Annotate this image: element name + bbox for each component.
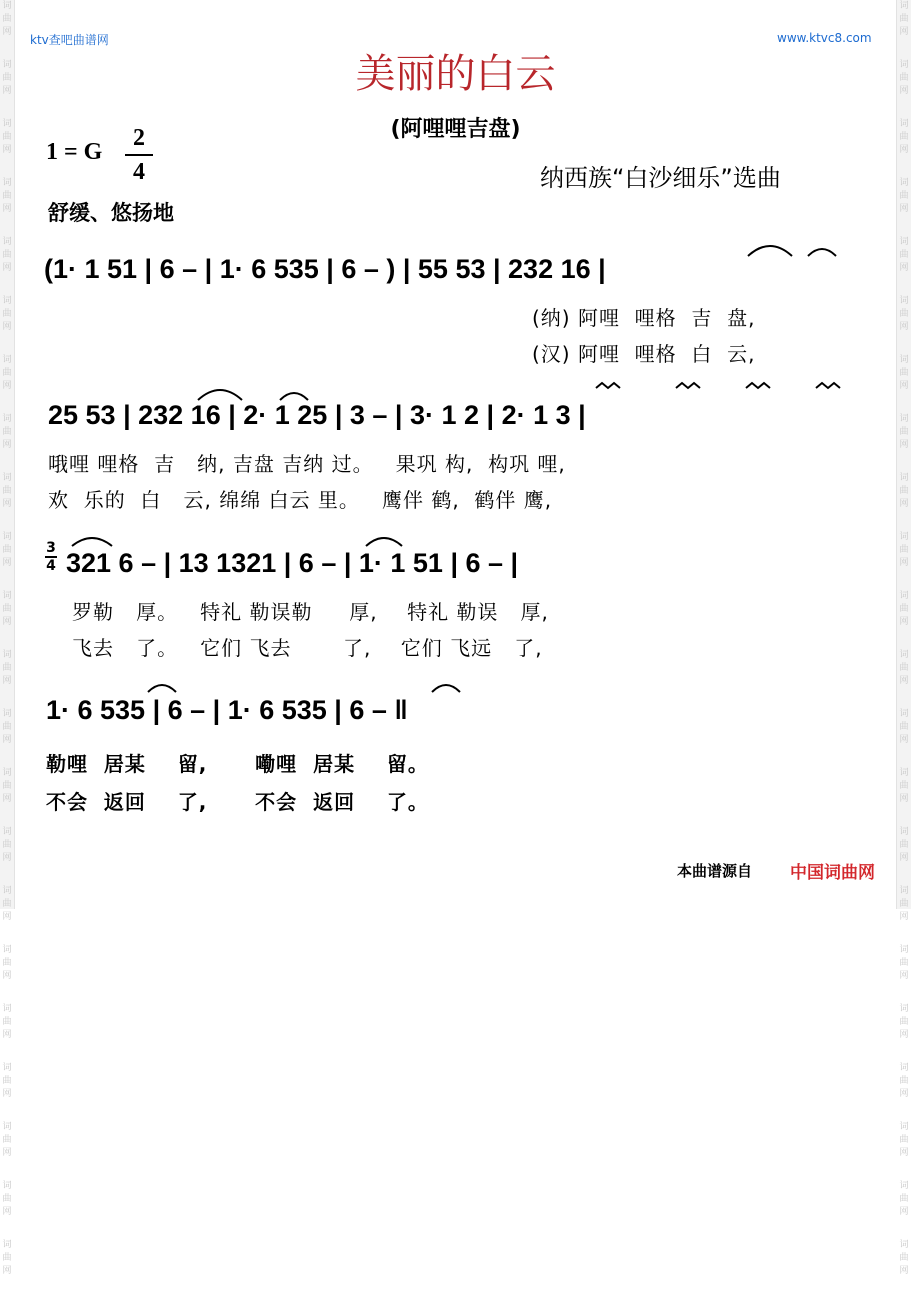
lyrics-row1-han: (汉) 阿哩 哩格 白 云,: [532, 342, 756, 366]
watermark-glyph: 词: [899, 414, 909, 424]
watermark-glyph: 网: [899, 145, 909, 155]
watermark-gap: [0, 1219, 14, 1239]
watermark-gap: [897, 1278, 911, 1298]
watermark-glyph: 词: [2, 945, 12, 955]
watermark-glyph: 曲: [2, 1194, 12, 1204]
watermark-glyph: 曲: [899, 14, 909, 24]
watermark-glyph: 词: [899, 532, 909, 542]
watermark-glyph: 网: [899, 86, 909, 96]
watermark-glyph: 网: [2, 499, 12, 509]
watermark-gap: [897, 924, 911, 944]
watermark-glyph: 网: [2, 1266, 12, 1276]
watermark-gap: [897, 1219, 911, 1239]
slur-mark: [808, 249, 836, 256]
watermark-glyph: 网: [2, 617, 12, 627]
watermark-glyph: 网: [899, 617, 909, 627]
watermark-glyph: 曲: [2, 1253, 12, 1263]
watermark-gap: [0, 1278, 14, 1298]
watermark-glyph: 曲: [2, 663, 12, 673]
watermark-glyph: 词: [899, 1063, 909, 1073]
watermark-glyph: 词: [899, 178, 909, 188]
lyrics-row1-naxi: (纳) 阿哩 哩格 吉 盘,: [532, 306, 756, 330]
watermark-glyph: 网: [2, 263, 12, 273]
watermark-glyph: 网: [899, 499, 909, 509]
watermark-glyph: 词: [2, 119, 12, 129]
lyrics-row2-naxi: 哦哩 哩格 吉 纳, 吉盘 吉纳 过。 果巩 构, 构巩 哩,: [48, 452, 566, 476]
watermark-glyph: 词: [899, 237, 909, 247]
watermark-glyph: 曲: [2, 132, 12, 142]
watermark-glyph: 词: [899, 886, 909, 896]
watermark-glyph: 词: [2, 414, 12, 424]
watermark-glyph: 网: [2, 1089, 12, 1099]
watermark-glyph: 词: [899, 768, 909, 778]
watermark-glyph: 曲: [899, 604, 909, 614]
watermark-glyph: 曲: [899, 899, 909, 909]
watermark-glyph: 曲: [2, 309, 12, 319]
watermark-glyph: 词: [899, 119, 909, 129]
watermark-glyph: 曲: [2, 250, 12, 260]
watermark-glyph: 曲: [2, 1076, 12, 1086]
ornament-mark: [596, 383, 620, 388]
song-title: 美丽的白云: [355, 51, 556, 97]
watermark-glyph: 网: [2, 1030, 12, 1040]
song-subtitle: (阿哩哩吉盘): [390, 117, 521, 142]
watermark-glyph: 曲: [2, 781, 12, 791]
watermark-glyph: 曲: [899, 73, 909, 83]
watermark-gap: [0, 983, 14, 1003]
watermark-glyph: 词: [899, 827, 909, 837]
site-left-label: ktv查吧曲谱网: [30, 33, 109, 47]
time-signature-top: 2: [133, 125, 145, 151]
watermark-glyph: 网: [2, 794, 12, 804]
lyrics-row3-naxi: 罗勒 厚。 特礼 勒误勒 厚, 特礼 勒误 厚,: [72, 600, 549, 624]
watermark-glyph: 网: [899, 794, 909, 804]
watermark-gap: [0, 1101, 14, 1121]
watermark-glyph: 曲: [899, 781, 909, 791]
score-row-2: 25 53 | 232 16 | 2· 1 25 | 3 – | 3· 1 2 | 2· 1 3 |: [48, 400, 586, 430]
source-label: 本曲谱源自: [677, 862, 753, 880]
watermark-glyph: 词: [899, 473, 909, 483]
watermark-glyph: 词: [2, 650, 12, 660]
watermark-glyph: 曲: [899, 1135, 909, 1145]
watermark-glyph: 网: [899, 1089, 909, 1099]
watermark-gap: [0, 924, 14, 944]
watermark-glyph: 曲: [899, 309, 909, 319]
lyrics-row3-han: 飞去 了。 它们 飞去 了, 它们 飞远 了,: [72, 636, 543, 660]
watermark-glyph: 词: [899, 355, 909, 365]
watermark-glyph: 曲: [2, 486, 12, 496]
watermark-glyph: 网: [2, 1148, 12, 1158]
slur-mark: [748, 246, 792, 256]
watermark-glyph: 网: [899, 735, 909, 745]
watermark-glyph: 网: [899, 27, 909, 37]
composer-credit: 纳西族“白沙细乐”选曲: [540, 164, 781, 192]
watermark-glyph: 曲: [899, 663, 909, 673]
watermark-glyph: 曲: [2, 1135, 12, 1145]
watermark-glyph: 网: [2, 381, 12, 391]
watermark-glyph: 网: [899, 381, 909, 391]
watermark-glyph: 词: [2, 237, 12, 247]
watermark-glyph: 词: [2, 60, 12, 70]
slur-mark: [432, 685, 460, 692]
slur-mark: [198, 390, 242, 400]
lyrics-row4-han: 不会 返回 了, 不会 返回 了。: [46, 790, 429, 814]
watermark-glyph: 网: [2, 676, 12, 686]
watermark-glyph: 曲: [899, 1253, 909, 1263]
watermark-glyph: 网: [899, 322, 909, 332]
watermark-glyph: 词: [899, 1004, 909, 1014]
watermark-glyph: 词: [899, 1, 909, 11]
watermark-glyph: 词: [2, 1, 12, 11]
watermark-glyph: 词: [2, 591, 12, 601]
watermark-glyph: 词: [2, 355, 12, 365]
watermark-glyph: 曲: [2, 545, 12, 555]
watermark-glyph: 曲: [2, 840, 12, 850]
watermark-glyph: 网: [2, 440, 12, 450]
watermark-glyph: 词: [899, 1240, 909, 1250]
watermark-glyph: 曲: [899, 132, 909, 142]
watermark-glyph: 网: [899, 1030, 909, 1040]
watermark-glyph: 网: [899, 912, 909, 922]
watermark-glyph: 曲: [2, 73, 12, 83]
watermark-glyph: 网: [899, 971, 909, 981]
watermark-glyph: 曲: [899, 840, 909, 850]
watermark-glyph: 词: [899, 60, 909, 70]
watermark-glyph: 网: [2, 735, 12, 745]
watermark-glyph: 网: [2, 558, 12, 568]
watermark-glyph: 词: [899, 945, 909, 955]
watermark-glyph: 网: [2, 971, 12, 981]
inner-time-signature-bottom: 4: [46, 558, 56, 574]
watermark-glyph: 词: [2, 709, 12, 719]
watermark-glyph: 曲: [899, 368, 909, 378]
slur-mark: [148, 685, 176, 692]
watermark-glyph: 曲: [2, 14, 12, 24]
watermark-glyph: 词: [2, 1122, 12, 1132]
watermark-glyph: 词: [2, 296, 12, 306]
inner-time-signature-top: 3: [46, 540, 56, 556]
watermark-glyph: 网: [2, 322, 12, 332]
score-row-3: 321 6 – | 13 1321 | 6 – | 1· 1 51 | 6 – |: [66, 548, 519, 578]
watermark-glyph: 网: [899, 263, 909, 273]
watermark-glyph: 曲: [2, 604, 12, 614]
watermark-glyph: 网: [899, 1148, 909, 1158]
ornament-mark: [676, 383, 700, 388]
watermark-glyph: 词: [2, 1063, 12, 1073]
watermark-glyph: 网: [899, 204, 909, 214]
slur-mark: [72, 538, 112, 546]
watermark-gap: [0, 1160, 14, 1180]
watermark-glyph: 网: [2, 27, 12, 37]
watermark-glyph: 词: [2, 178, 12, 188]
ornament-mark: [816, 383, 840, 388]
watermark-gap: [897, 1042, 911, 1062]
watermark-gap: [897, 1160, 911, 1180]
watermark-glyph: 词: [899, 650, 909, 660]
slur-mark: [280, 393, 308, 400]
watermark-glyph: 网: [899, 853, 909, 863]
watermark-glyph: 曲: [2, 958, 12, 968]
watermark-glyph: 词: [2, 768, 12, 778]
watermark-glyph: 曲: [899, 545, 909, 555]
watermark-glyph: 网: [2, 145, 12, 155]
watermark-glyph: 词: [899, 1122, 909, 1132]
score-row-1: (1· 1 51 | 6 – | 1· 6 535 | 6 – ) | 55 53 | 232 16 |: [44, 254, 606, 284]
watermark-glyph: 网: [2, 86, 12, 96]
watermark-glyph: 曲: [2, 191, 12, 201]
watermark-glyph: 词: [2, 532, 12, 542]
watermark-glyph: 曲: [2, 1017, 12, 1027]
ornament-mark: [746, 383, 770, 388]
site-right-url[interactable]: www.ktvc8.com: [777, 31, 872, 45]
watermark-gap: [0, 1042, 14, 1062]
watermark-glyph: 词: [899, 296, 909, 306]
watermark-glyph: 网: [899, 440, 909, 450]
watermark-glyph: 曲: [2, 368, 12, 378]
watermark-glyph: 网: [899, 558, 909, 568]
watermark-glyph: 词: [2, 1004, 12, 1014]
score-row-4: 1· 6 535 | 6 – | 1· 6 535 | 6 – ‖: [46, 695, 408, 725]
key-signature: 1 = G: [46, 139, 103, 165]
watermark-glyph: 曲: [2, 899, 12, 909]
watermark-glyph: 曲: [2, 722, 12, 732]
watermark-glyph: 网: [899, 1207, 909, 1217]
watermark-glyph: 词: [2, 473, 12, 483]
watermark-gap: [897, 983, 911, 1003]
watermark-glyph: 网: [2, 912, 12, 922]
watermark-glyph: 曲: [899, 486, 909, 496]
watermark-glyph: 曲: [899, 1076, 909, 1086]
watermark-gap: [897, 1101, 911, 1121]
watermark-glyph: 网: [2, 853, 12, 863]
watermark-glyph: 曲: [899, 427, 909, 437]
lyrics-row2-han: 欢 乐的 白 云, 绵绵 白云 里。 鹰伴 鹤, 鹤伴 鹰,: [48, 488, 553, 512]
watermark-glyph: 曲: [2, 427, 12, 437]
watermark-glyph: 词: [2, 1240, 12, 1250]
watermark-glyph: 曲: [899, 722, 909, 732]
watermark-glyph: 曲: [899, 958, 909, 968]
source-site-link[interactable]: 中国词曲网: [790, 863, 875, 883]
watermark-glyph: 词: [899, 1181, 909, 1191]
watermark-glyph: 曲: [899, 1017, 909, 1027]
watermark-glyph: 网: [899, 1266, 909, 1276]
watermark-glyph: 词: [2, 827, 12, 837]
slur-mark: [366, 538, 402, 546]
tempo-marking: 舒缓、悠扬地: [48, 201, 174, 225]
watermark-glyph: 曲: [899, 250, 909, 260]
time-signature-bottom: 4: [133, 159, 145, 185]
watermark-glyph: 网: [2, 204, 12, 214]
watermark-glyph: 曲: [899, 1194, 909, 1204]
watermark-glyph: 网: [2, 1207, 12, 1217]
watermark-glyph: 词: [2, 886, 12, 896]
watermark-glyph: 曲: [899, 191, 909, 201]
watermark-glyph: 词: [899, 591, 909, 601]
watermark-glyph: 网: [899, 676, 909, 686]
watermark-glyph: 词: [2, 1181, 12, 1191]
lyrics-row4-naxi: 勒哩 居某 留, 嘞哩 居某 留。: [46, 752, 429, 776]
watermark-glyph: 词: [899, 709, 909, 719]
